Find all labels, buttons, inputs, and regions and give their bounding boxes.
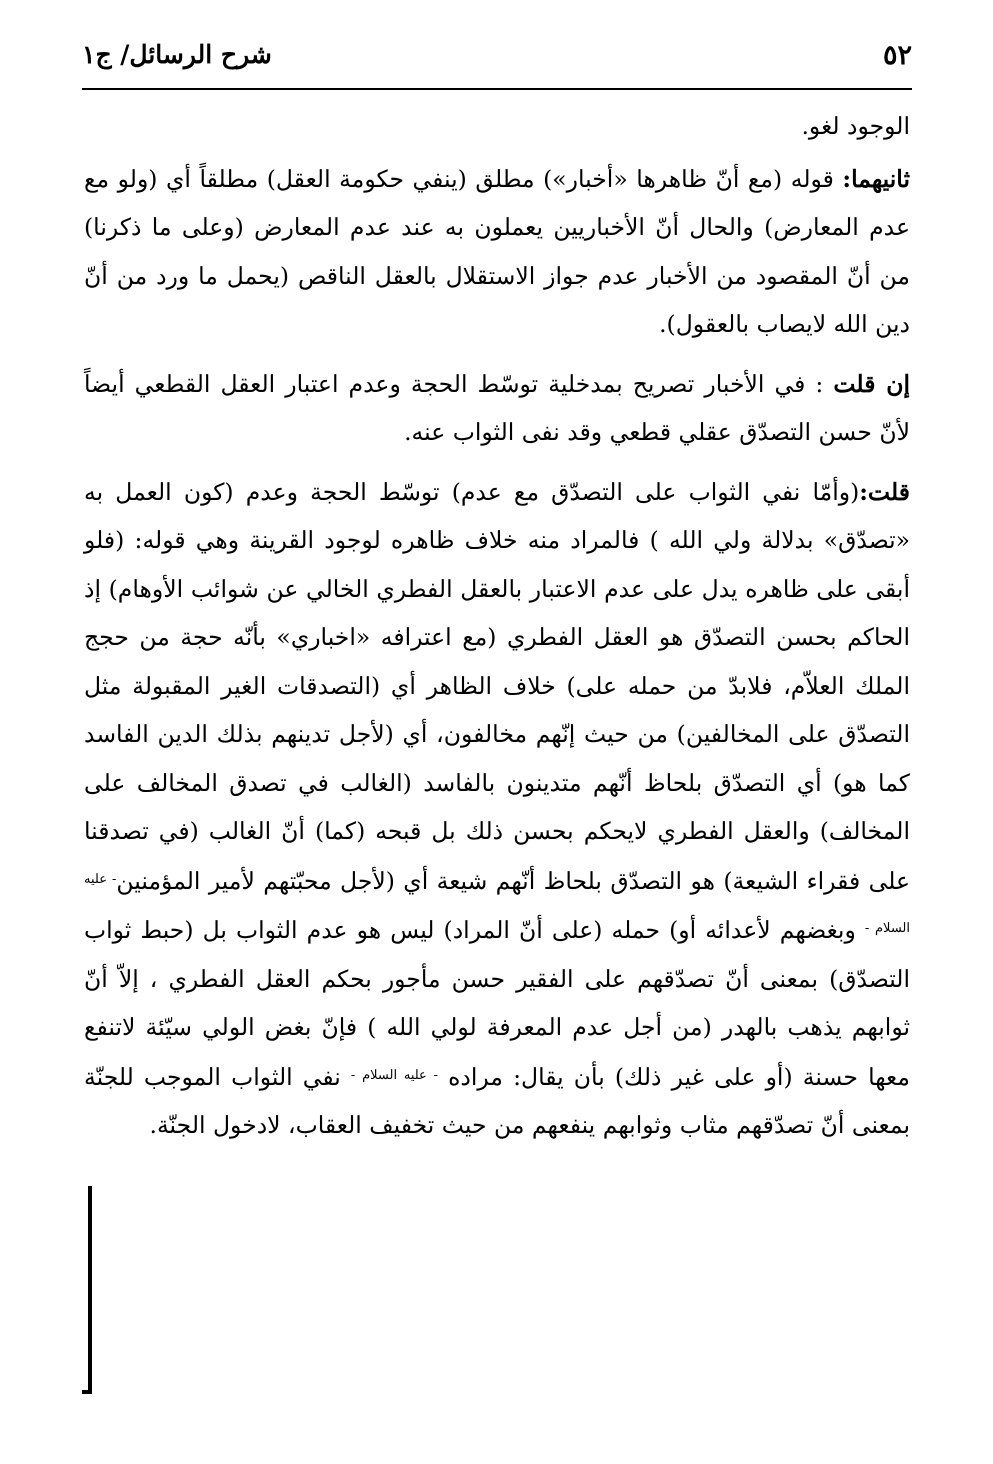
page-number: ٥٢ <box>882 40 912 71</box>
paragraph-text: الوجود لغو. <box>801 112 910 140</box>
paragraph-lead: قلت: <box>859 477 910 506</box>
paragraph-text: نفي الثواب الموجب للجنّة بمعنى أنّ تصدّقهم مثاب وثوابهم ينفعهم من حيث تخفيف العقاب، لادخول الجنّة. <box>84 1062 910 1139</box>
paragraph-text: قوله (مع أنّ ظاهرها «أخبار») مطلق (ينفي حكومة العقل) مطلقاً أي (ولو مع عدم المعارض) والحال أنّ الأخباريين يعملون به عند عدم المعارض (وعلى ما ذكرنا) من أنّ المقصود من الأخبار عدم جواز الاستقلال بالعقل الناقص (يحمل ما ورد من أنّ دين الله لايصاب بالعقول). <box>84 164 910 338</box>
paragraph-4 <box>84 468 910 1150</box>
paragraph-text: (وأمّا نفي الثواب على التصدّق مع عدم) توسّط الحجة وعدم (كون العمل به «تصدّق» بدلالة ولي الله ) فالمراد منه خلاف ظاهره لوجود القرينة وهي قوله: (فلو أبقى على ظاهره يدل على عدم الاعتبار بالعقل الفطري الخالي عن شوائب الأوهام) إذ الحاكم بحسن التصدّق هو العقل الفطري (مع اعترافه «اخباري» بأنّه حجة من حجج الملك العلاّم، فلابدّ من حمله على) خلاف الظاهر أي (التصدقات الغير المقبولة مثل التصدّق على المخالفين) من حيث إنّهم مخالفون، أي (لأجل تدينهم بذلك الدين الفاسد كما هو) أي التصدّق بلحاظ أنّهم متدينون بالفاسد (الغالب في تصدق المخالف على المخالف) والعقل الفطري لايحكم بحسن ذلك بل قبحه (كما) أنّ الغالب (في تصدقنا على فقراء الشيعة) هو التصدّق بلحاظ أنّهم شيعة أي (لأجل محبّتهم لأمير المؤمنين <box>84 477 910 895</box>
paragraph-lead: ثانيهما: <box>842 164 910 193</box>
margin-marker-line <box>88 1186 92 1394</box>
honorific: - عليه السلام - <box>84 871 910 936</box>
margin-marker-tick <box>82 1390 92 1394</box>
page-header <box>82 36 912 82</box>
paragraph-3 <box>84 360 910 457</box>
paragraph-lead: إن قلت <box>833 369 910 398</box>
running-title: شرح الرسائل/ ج١ <box>82 40 272 69</box>
honorific: - عليه السلام - <box>350 1067 438 1083</box>
body-text <box>84 102 910 1161</box>
paragraph-1 <box>84 102 910 151</box>
paragraph-text: وبغضهم لأعدائه أو) حمله (على أنّ المراد) ليس هو عدم الثواب بل (حبط ثواب التصدّق) بمعنى أنّ تصدّقهم على الفقير حسن مأجور بحكم العقل الفطري ، إلاّ أنّ ثوابهم يذهب بالهدر (من أجل عدم المعرفة لولي الله ) فإنّ بغض الولي سيّئة لاتنفع معها حسنة (أو على غير ذلك) بأن يقال: مراده <box>84 916 910 1091</box>
header-divider <box>82 88 912 90</box>
paragraph-2 <box>84 155 910 349</box>
paragraph-text: : في الأخبار تصريح بمدخلية توسّط الحجة وعدم اعتبار العقل القطعي أيضاً لأنّ حسن التصدّق عقلي قطعي وقد نفى الثواب عنه. <box>84 369 910 446</box>
